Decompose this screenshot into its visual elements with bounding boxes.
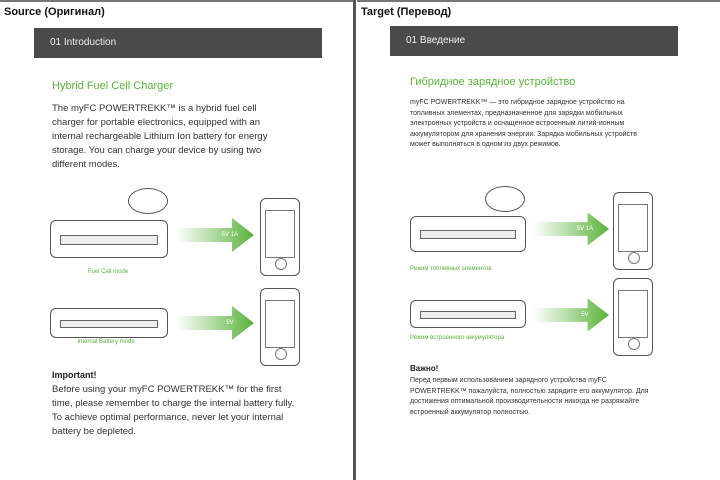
arrow-label: 5V <box>581 312 589 318</box>
charger-device <box>410 216 526 252</box>
mode-caption-battery: Internal Battery mode <box>77 339 135 345</box>
phone-icon <box>260 198 300 276</box>
mode-caption-battery: Режим встроенного аккумулятора <box>410 335 505 341</box>
mode-caption-fuel-cell: Режим топливных элементов <box>410 266 492 272</box>
phone-icon <box>260 288 300 366</box>
charger-device <box>50 308 168 338</box>
top-rule <box>0 0 353 2</box>
target-header-bar: 01 Введение <box>390 26 678 56</box>
source-important-title: Important! <box>52 370 97 380</box>
target-important-title: Важно! <box>410 364 439 373</box>
phone-icon <box>613 192 653 270</box>
target-important-text: Перед первым использованием зарядного устройства myFC POWERTREKK™ пожалуйста, полностью зарядите его аккумулятор. Для достижения оптимальной производительности никогда не разряжайте встроенный аккумулятор полностью. <box>410 377 649 416</box>
arrow-icon <box>533 298 609 332</box>
source-panel <box>0 0 356 480</box>
charger-device <box>50 220 168 258</box>
arrow-icon <box>176 306 254 340</box>
target-intro-text: myFC POWERTREKK™ — это гибридное зарядное устройство на топливных элементах, предназначенное для зарядки мобильных электронных устройств и оснащенное встроенным литий-ионным аккумулятором для хранения энергии. Зарядка мобильных устройств может выполняться в одном из двух режимов. <box>410 99 637 148</box>
target-label: Target (Перевод) <box>361 6 452 18</box>
source-label: Source (Оригинал) <box>4 6 105 18</box>
target-section-title: Гибридное зарядное устройство <box>410 76 576 88</box>
source-important-text: Before using your myFC POWERTREKK™ for the first time, please remember to charge the internal battery fully. To achieve optimal performance, never let your internal battery be depleted. <box>52 384 295 437</box>
charger-device <box>410 300 526 328</box>
source-section-title: Hybrid Fuel Cell Charger <box>52 80 174 92</box>
arrow-icon <box>176 218 254 252</box>
arrow-label: 5V <box>226 320 234 326</box>
source-intro-text: The myFC POWERTREKK™ is a hybrid fuel cell charger for portable electronics, equipped with an internal rechargeable Lithium Ion battery for energy storage. You can charge your device by using two different modes. <box>52 103 268 170</box>
arrow-label: 5V 1A <box>576 226 594 232</box>
fuel-cell-puck <box>128 188 168 214</box>
source-header-bar: 01 Introduction <box>34 28 322 58</box>
arrow-icon <box>533 212 609 246</box>
target-panel <box>357 0 720 480</box>
mode-caption-fuel-cell: Fuel Cell mode <box>87 269 129 275</box>
arrow-label: 5V 1A <box>221 232 239 238</box>
phone-icon <box>613 278 653 356</box>
fuel-cell-puck <box>485 186 525 212</box>
top-rule <box>357 0 720 2</box>
